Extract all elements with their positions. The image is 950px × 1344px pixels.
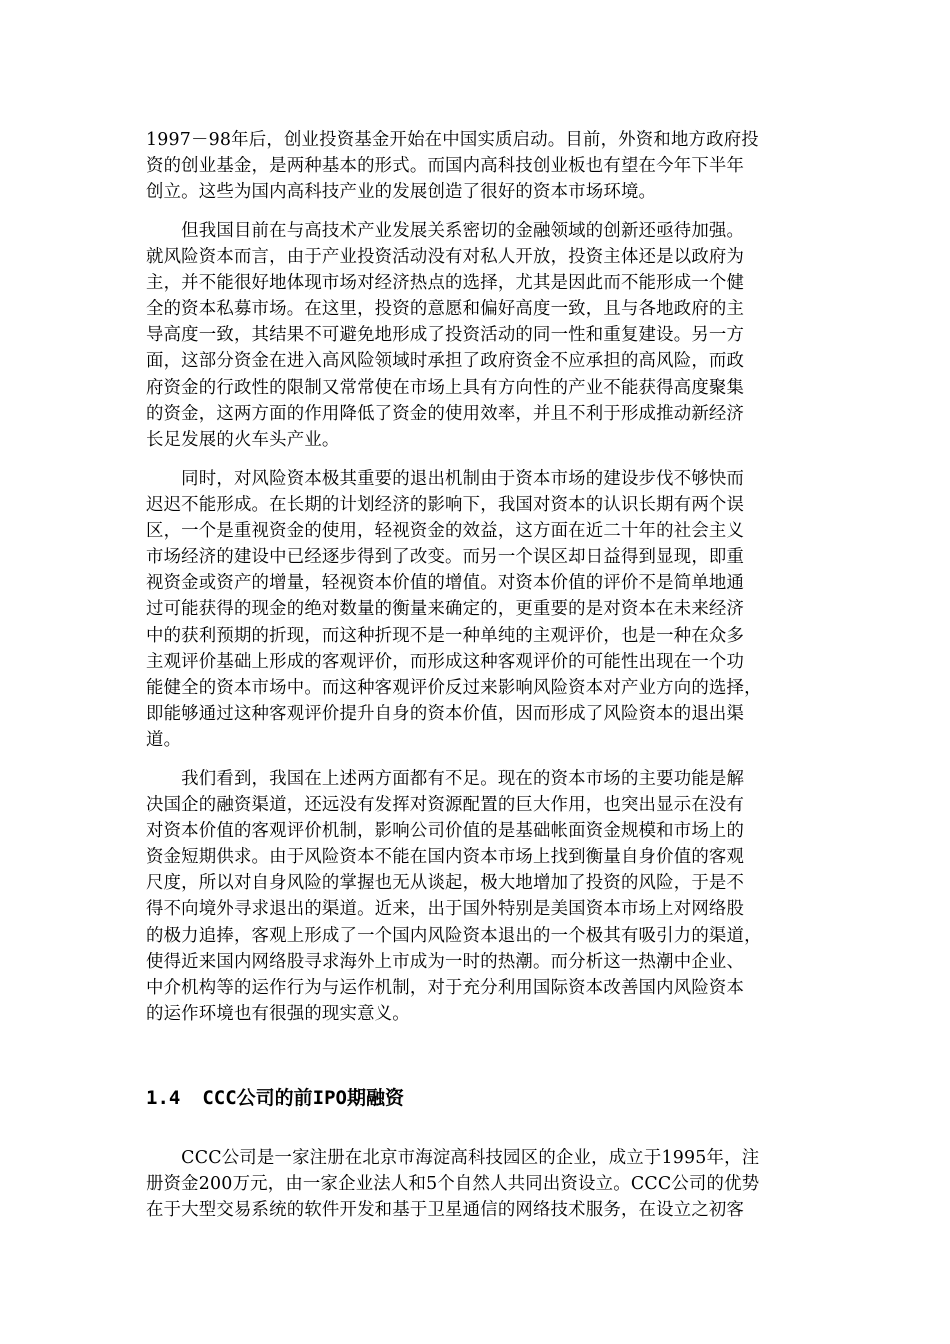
paragraph-4 xyxy=(146,766,810,1027)
text-line: 使得近来国内网络股寻求海外上市成为一时的热潮。而分析这一热潮中企业、 xyxy=(146,951,745,972)
section-title-part: 公司的前 xyxy=(236,1087,313,1109)
text-line: 视资金或资产的增量，轻视资本价值的增值。对资本价值的评价不是简单地通 xyxy=(146,573,745,594)
paragraph-3 xyxy=(146,466,810,753)
text-line: 尺度，所以对自身风险的掌握也无从谈起，极大地增加了投资的风险，于是不 xyxy=(146,873,745,894)
section-heading xyxy=(146,1084,404,1112)
text-line: 册资金200万元，由一家企业法人和5个自然人共同出资设立。CCC公司的优势 xyxy=(146,1174,760,1195)
section-title-part: 期融资 xyxy=(347,1087,405,1109)
text-line: 得不向境外寻求退出的渠道。近来，出于国外特别是美国资本市场上对网络股 xyxy=(146,899,745,920)
text-line: 的资金，这两方面的作用降低了资金的使用效率，并且不利于形成推动新经济 xyxy=(146,403,745,424)
text-line: 长足发展的火车头产业。 xyxy=(146,429,340,450)
text-line: 过可能获得的现金的绝对数量的衡量来确定的，更重要的是对资本在未来经济 xyxy=(146,599,745,620)
text-line: 的极力追捧，客观上形成了一个国内风险资本退出的一个极其有吸引力的渠道， xyxy=(146,925,762,946)
text-line: 市场经济的建设中已经逐步得到了改变。而另一个误区却日益得到显现，即重 xyxy=(146,547,745,568)
text-line: 能健全的资本市场中。而这种客观评价反过来影响风险资本对产业方向的选择， xyxy=(146,677,762,698)
text-line: 1997－98年后，创业投资基金开始在中国实质启动。目前，外资和地方政府投 xyxy=(146,130,759,150)
text-line: 对资本价值的客观评价机制，影响公司价值的是基础帐面资金规模和市场上的 xyxy=(146,821,745,842)
paragraph-2 xyxy=(146,218,810,453)
text-line: 资的创业基金，是两种基本的形式。而国内高科技创业板也有望在今年下半年 xyxy=(146,156,745,177)
text-line: 我们看到，我国在上述两方面都有不足。现在的资本市场的主要功能是解 xyxy=(146,769,745,789)
section-title-part: CCC xyxy=(202,1087,237,1109)
text-line: 导高度一致，其结果不可避免地形成了投资活动的同一性和重复建设。另一方 xyxy=(146,325,745,346)
paragraph-5 xyxy=(146,1145,810,1223)
text-line: 创立。这些为国内高科技产业的发展创造了很好的资本市场环境。 xyxy=(146,182,657,203)
text-line: 面，这部分资金在进入高风险领域时承担了政府资金不应承担的高风险，而政 xyxy=(146,351,745,372)
text-line: 主，并不能很好地体现市场对经济热点的选择，尤其是因此而不能形成一个健 xyxy=(146,273,745,294)
text-line: CCC公司是一家注册在北京市海淀高科技园区的企业，成立于1995年，注 xyxy=(146,1148,760,1168)
section-title-part: IPO xyxy=(312,1087,347,1109)
text-line: 迟迟不能形成。在长期的计划经济的影响下，我国对资本的认识长期有两个误 xyxy=(146,495,745,516)
text-line: 同时，对风险资本极其重要的退出机制由于资本市场的建设步伐不够快而 xyxy=(146,469,745,489)
text-line: 的运作环境也有很强的现实意义。 xyxy=(146,1003,410,1024)
text-line: 道。 xyxy=(146,729,182,750)
text-line: 主观评价基础上形成的客观评价，而形成这种客观评价的可能性出现在一个功 xyxy=(146,651,745,672)
text-line: 就风险资本而言，由于产业投资活动没有对私人开放，投资主体还是以政府为 xyxy=(146,247,745,268)
text-line: 在于大型交易系统的软件开发和基于卫星通信的网络技术服务，在设立之初客 xyxy=(146,1200,745,1221)
text-line: 即能够通过这种客观评价提升自身的资本价值，因而形成了风险资本的退出渠 xyxy=(146,703,745,724)
text-line: 全的资本私募市场。在这里，投资的意愿和偏好高度一致，且与各地政府的主 xyxy=(146,299,745,320)
text-line: 决国企的融资渠道，还远没有发挥对资源配置的巨大作用，也突出显示在没有 xyxy=(146,795,745,816)
section-number: 1.4 xyxy=(146,1087,181,1109)
text-line: 中介机构等的运作行为与运作机制，对于充分利用国际资本改善国内风险资本 xyxy=(146,977,745,998)
text-line: 区，一个是重视资金的使用，轻视资金的效益，这方面在近二十年的社会主义 xyxy=(146,521,745,542)
text-line: 府资金的行政性的限制又常常使在市场上具有方向性的产业不能获得高度聚集 xyxy=(146,377,745,398)
text-line: 中的获利预期的折现，而这种折现不是一种单纯的主观评价，也是一种在众多 xyxy=(146,625,745,646)
paragraph-1 xyxy=(146,127,810,205)
text-line: 但我国目前在与高技术产业发展关系密切的金融领域的创新还亟待加强。 xyxy=(146,221,745,241)
text-line: 资金短期供求。由于风险资本不能在国内资本市场上找到衡量自身价值的客观 xyxy=(146,847,745,868)
